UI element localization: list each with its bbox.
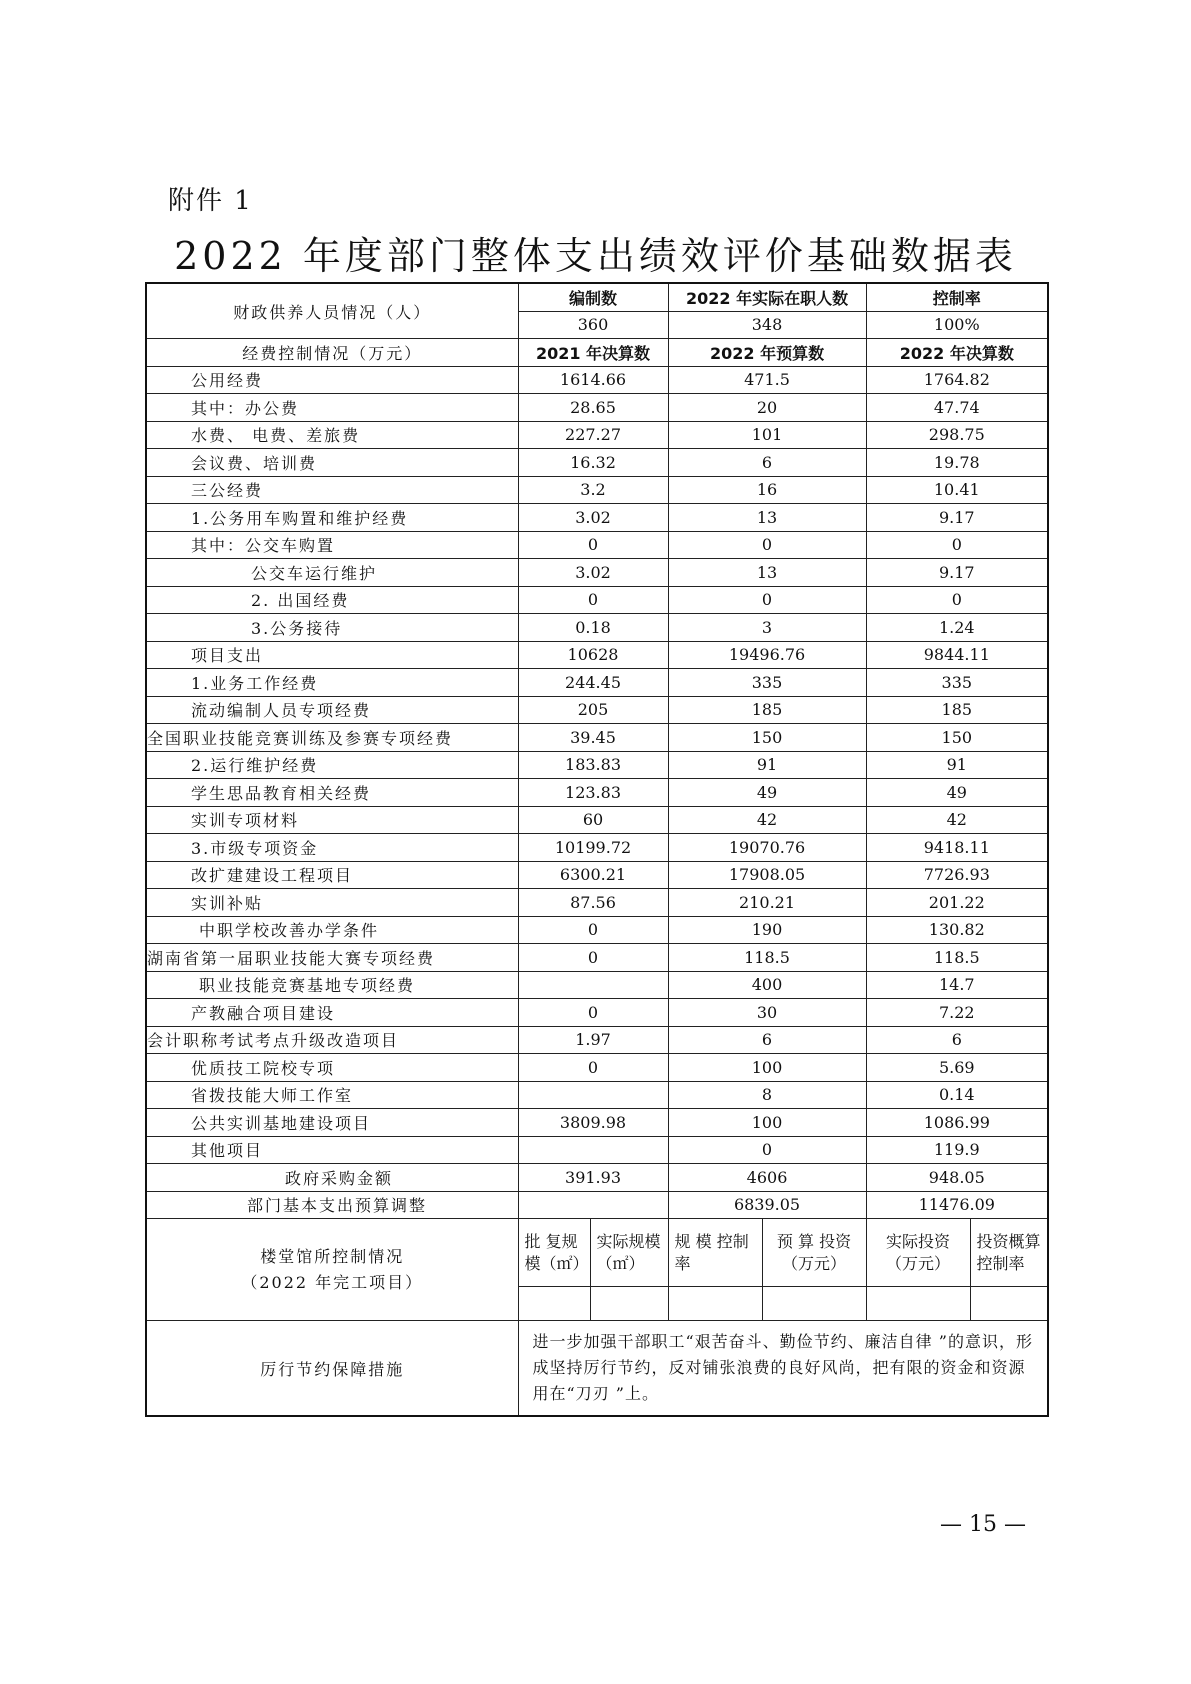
row-value-v1 — [518, 1136, 668, 1164]
table-row — [146, 724, 1048, 752]
row-value-v2: 17908.05 — [668, 861, 866, 889]
row-value-v2: 49 — [668, 779, 866, 807]
table-row — [146, 971, 1048, 999]
row-label: 3.市级专项资金 — [146, 834, 518, 862]
row-value-v3: 9844.11 — [866, 641, 1048, 669]
row-label: 职业技能竞赛基地专项经费 — [146, 971, 518, 999]
row-label: 其他项目 — [146, 1136, 518, 1164]
row-label: 公共实训基地建设项目 — [146, 1109, 518, 1137]
row-label: 全国职业技能竞赛训练及参赛专项经费 — [146, 724, 518, 752]
row-value-v1: 39.45 — [518, 724, 668, 752]
row-value-v1: 6300.21 — [518, 861, 668, 889]
row-value-v3: 47.74 — [866, 394, 1048, 422]
row-value-v1: 0 — [518, 944, 668, 972]
staff-col3-header: 控制率 — [866, 283, 1048, 311]
staff-col2-header: 2022 年实际在职人数 — [668, 283, 866, 311]
building-value-invest-rate — [970, 1287, 1048, 1321]
row-label: 2. 出国经费 — [146, 586, 518, 614]
row-value-v1: 0.18 — [518, 614, 668, 642]
building-col-actual-invest: 实际投资（万元） — [866, 1219, 970, 1287]
row-value-v3: 14.7 — [866, 971, 1048, 999]
table-row — [146, 1136, 1048, 1164]
row-label: 部门基本支出预算调整 — [146, 1191, 518, 1219]
row-value-v2: 118.5 — [668, 944, 866, 972]
row-value-v3: 1086.99 — [866, 1109, 1048, 1137]
table-row — [146, 1054, 1048, 1082]
table-row — [146, 586, 1048, 614]
row-value-v3: 119.9 — [866, 1136, 1048, 1164]
row-label: 公用经费 — [146, 366, 518, 394]
row-value-v2: 100 — [668, 1109, 866, 1137]
attachment-label: 附件 1 — [168, 186, 253, 216]
row-value-v2: 190 — [668, 916, 866, 944]
row-value-v2: 0 — [668, 1136, 866, 1164]
page-title: 2022 年度部门整体支出绩效评价基础数据表 — [174, 234, 1017, 278]
building-col-invest-rate: 投资概算控制率 — [970, 1219, 1048, 1287]
table-row — [146, 696, 1048, 724]
row-value-v1: 3.02 — [518, 504, 668, 532]
performance-data-table — [145, 282, 1049, 1417]
row-value-v3: 9.17 — [866, 504, 1048, 532]
row-value-v2: 210.21 — [668, 889, 866, 917]
row-value-v1: 205 — [518, 696, 668, 724]
building-value-actual-invest — [866, 1287, 970, 1321]
row-value-v2: 19496.76 — [668, 641, 866, 669]
row-value-v2: 335 — [668, 669, 866, 697]
building-label — [146, 1219, 518, 1321]
row-value-v2: 0 — [668, 586, 866, 614]
funds-col3-header: 2022 年决算数 — [866, 339, 1048, 367]
row-label: 三公经费 — [146, 476, 518, 504]
row-value-v2: 13 — [668, 559, 866, 587]
table-row — [146, 366, 1048, 394]
table-row — [146, 779, 1048, 807]
funds-label: 经费控制情况（万元） — [146, 339, 518, 367]
row-value-v1: 3.2 — [518, 476, 668, 504]
table-row — [146, 1081, 1048, 1109]
row-label: 改扩建建设工程项目 — [146, 861, 518, 889]
row-value-v1: 0 — [518, 1054, 668, 1082]
row-value-v2: 42 — [668, 806, 866, 834]
row-label: 公交车运行维护 — [146, 559, 518, 587]
building-label-line2: （2022 年完工项目） — [241, 1272, 424, 1292]
building-col-budget: 预 算 投资（万元） — [762, 1219, 866, 1287]
row-label: 其中：办公费 — [146, 394, 518, 422]
row-value-v3: 1764.82 — [866, 366, 1048, 394]
row-label: 其中：公交车购置 — [146, 531, 518, 559]
row-value-v2: 471.5 — [668, 366, 866, 394]
row-value-v3: 0.14 — [866, 1081, 1048, 1109]
row-value-v2: 4606 — [668, 1164, 866, 1192]
table-row — [146, 504, 1048, 532]
table-row — [146, 476, 1048, 504]
row-label: 水费、 电费、差旅费 — [146, 421, 518, 449]
building-value-rate — [668, 1287, 762, 1321]
table-row — [146, 421, 1048, 449]
row-value-v2: 100 — [668, 1054, 866, 1082]
row-label: 实训补贴 — [146, 889, 518, 917]
row-value-v1 — [518, 1191, 668, 1219]
building-col-actual: 实际规模（㎡） — [590, 1219, 668, 1287]
row-value-v1: 60 — [518, 806, 668, 834]
row-value-v1: 1614.66 — [518, 366, 668, 394]
table-row — [146, 1109, 1048, 1137]
table-row — [146, 834, 1048, 862]
row-label: 3.公务接待 — [146, 614, 518, 642]
row-value-v3: 948.05 — [866, 1164, 1048, 1192]
row-value-v2: 19070.76 — [668, 834, 866, 862]
row-value-v3: 6 — [866, 1026, 1048, 1054]
funds-col1-header: 2021 年决算数 — [518, 339, 668, 367]
staff-label: 财政供养人员情况（人） — [146, 283, 518, 339]
row-value-v2: 6 — [668, 1026, 866, 1054]
row-value-v3: 11476.09 — [866, 1191, 1048, 1219]
building-col-rate: 规 模 控制率 — [668, 1219, 762, 1287]
funds-col2-header: 2022 年预算数 — [668, 339, 866, 367]
building-value-approved — [518, 1287, 590, 1321]
building-col-approved: 批 复规模（㎡） — [518, 1219, 590, 1287]
row-value-v3: 298.75 — [866, 421, 1048, 449]
table-row — [146, 1191, 1048, 1219]
table-row — [146, 999, 1048, 1027]
row-value-v2: 0 — [668, 531, 866, 559]
row-label: 流动编制人员专项经费 — [146, 696, 518, 724]
table-row — [146, 889, 1048, 917]
staff-col3-value: 100% — [866, 311, 1048, 339]
row-label: 优质技工院校专项 — [146, 1054, 518, 1082]
row-value-v1: 227.27 — [518, 421, 668, 449]
row-label: 省拨技能大师工作室 — [146, 1081, 518, 1109]
row-label: 湖南省第一届职业技能大赛专项经费 — [146, 944, 518, 972]
table-row — [146, 751, 1048, 779]
table-row — [146, 559, 1048, 587]
row-value-v3: 7.22 — [866, 999, 1048, 1027]
row-value-v1: 391.93 — [518, 1164, 668, 1192]
row-value-v1 — [518, 1081, 668, 1109]
row-value-v3: 7726.93 — [866, 861, 1048, 889]
row-value-v2: 6 — [668, 449, 866, 477]
row-value-v3: 130.82 — [866, 916, 1048, 944]
row-value-v1: 0 — [518, 999, 668, 1027]
row-value-v1: 1.97 — [518, 1026, 668, 1054]
row-value-v1: 0 — [518, 916, 668, 944]
row-value-v1: 0 — [518, 586, 668, 614]
row-value-v2: 101 — [668, 421, 866, 449]
row-value-v1: 183.83 — [518, 751, 668, 779]
row-value-v2: 13 — [668, 504, 866, 532]
row-value-v1: 123.83 — [518, 779, 668, 807]
table-row — [146, 916, 1048, 944]
row-label: 会计职称考试考点升级改造项目 — [146, 1026, 518, 1054]
row-value-v3: 9.17 — [866, 559, 1048, 587]
row-value-v2: 150 — [668, 724, 866, 752]
row-value-v1: 3809.98 — [518, 1109, 668, 1137]
row-value-v3: 1.24 — [866, 614, 1048, 642]
row-value-v1: 0 — [518, 531, 668, 559]
row-value-v1 — [518, 971, 668, 999]
row-value-v1: 10628 — [518, 641, 668, 669]
row-value-v1: 244.45 — [518, 669, 668, 697]
table-row — [146, 669, 1048, 697]
row-value-v3: 0 — [866, 531, 1048, 559]
row-value-v3: 42 — [866, 806, 1048, 834]
row-label: 学生思品教育相关经费 — [146, 779, 518, 807]
table-row — [146, 1164, 1048, 1192]
row-label: 会议费、培训费 — [146, 449, 518, 477]
table-row — [146, 614, 1048, 642]
row-value-v2: 3 — [668, 614, 866, 642]
staff-col2-value: 348 — [668, 311, 866, 339]
row-value-v3: 0 — [866, 586, 1048, 614]
row-value-v3: 118.5 — [866, 944, 1048, 972]
table-row — [146, 806, 1048, 834]
row-label: 产教融合项目建设 — [146, 999, 518, 1027]
row-value-v2: 30 — [668, 999, 866, 1027]
row-value-v1: 10199.72 — [518, 834, 668, 862]
building-value-budget — [762, 1287, 866, 1321]
row-value-v2: 16 — [668, 476, 866, 504]
row-value-v3: 201.22 — [866, 889, 1048, 917]
table-row — [146, 1026, 1048, 1054]
row-value-v3: 10.41 — [866, 476, 1048, 504]
row-value-v3: 49 — [866, 779, 1048, 807]
table-row — [146, 394, 1048, 422]
row-value-v1: 87.56 — [518, 889, 668, 917]
table-row — [146, 531, 1048, 559]
row-label: 2.运行维护经费 — [146, 751, 518, 779]
page-number: — 15 — — [940, 1512, 1026, 1537]
staff-col1-header: 编制数 — [518, 283, 668, 311]
row-value-v3: 335 — [866, 669, 1048, 697]
row-label: 1.业务工作经费 — [146, 669, 518, 697]
row-label: 1.公务用车购置和维护经费 — [146, 504, 518, 532]
table-row — [146, 944, 1048, 972]
measures-label: 厉行节约保障措施 — [146, 1321, 518, 1417]
row-value-v2: 20 — [668, 394, 866, 422]
row-value-v3: 150 — [866, 724, 1048, 752]
row-value-v1: 3.02 — [518, 559, 668, 587]
row-value-v1: 16.32 — [518, 449, 668, 477]
building-label-line1: 楼堂馆所控制情况 — [260, 1246, 405, 1266]
row-value-v2: 400 — [668, 971, 866, 999]
table-row — [146, 449, 1048, 477]
staff-col1-value: 360 — [518, 311, 668, 339]
row-value-v3: 5.69 — [866, 1054, 1048, 1082]
table-row — [146, 641, 1048, 669]
row-label: 实训专项材料 — [146, 806, 518, 834]
row-value-v2: 91 — [668, 751, 866, 779]
row-value-v3: 91 — [866, 751, 1048, 779]
row-label: 项目支出 — [146, 641, 518, 669]
row-value-v2: 6839.05 — [668, 1191, 866, 1219]
row-label: 政府采购金额 — [146, 1164, 518, 1192]
row-value-v3: 19.78 — [866, 449, 1048, 477]
row-value-v3: 185 — [866, 696, 1048, 724]
measures-text: 进一步加强干部职工“艰苦奋斗、勤俭节约、廉洁自律 ”的意识，形成坚持厉行节约，反对铺张浪费的良好风尚，把有限的资金和资源用在“刀刃 ”上。 — [518, 1321, 1048, 1417]
row-value-v3: 9418.11 — [866, 834, 1048, 862]
row-label: 中职学校改善办学条件 — [146, 916, 518, 944]
row-value-v1: 28.65 — [518, 394, 668, 422]
table-row — [146, 861, 1048, 889]
row-value-v2: 8 — [668, 1081, 866, 1109]
row-value-v2: 185 — [668, 696, 866, 724]
building-value-actual — [590, 1287, 668, 1321]
